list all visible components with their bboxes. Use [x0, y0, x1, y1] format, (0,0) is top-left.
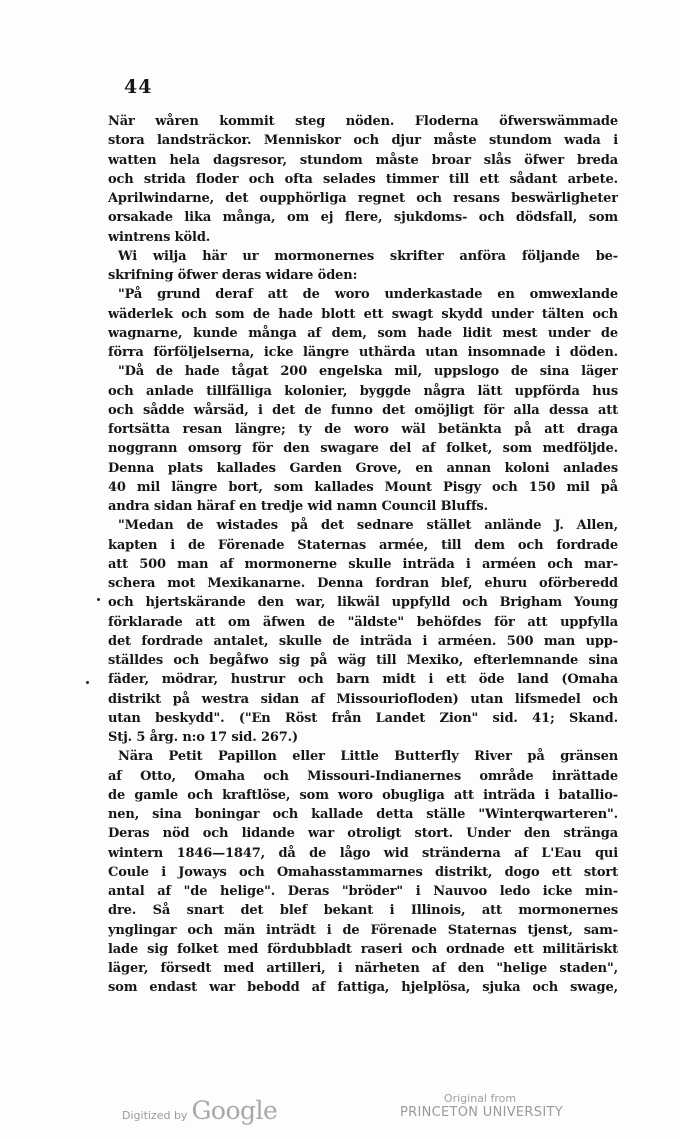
digitized-by-google [122, 1096, 277, 1125]
text-line: wintern 1846—1847, då de lågo wid stränderna af L'Eau qui [108, 845, 618, 861]
text-line: nen, sina boningar och kallade detta ställe "Winterqwarteren". [108, 807, 618, 822]
page-number: 44 [124, 76, 153, 98]
text-line: fortsätta resan längre; ty de woro wäl betänkta på att draga [108, 422, 618, 437]
text-line: orsakade lika många, om ej flere, sjukdoms- och dödsfall, som [108, 210, 618, 226]
text-line: skrifning öfwer deras widare öden: [108, 268, 358, 283]
text-line: läger, försedt med artilleri, i närheten af den "helige staden", [108, 961, 618, 976]
text-line: stora landsträckor. Menniskor och djur måste stundom wada i [108, 133, 618, 149]
text-line: och anlade tillfälliga kolonier, byggde några lätt uppförda hus [108, 383, 618, 399]
text-line: Deras nöd och lidande war otroligt stort. Under den stränga [108, 826, 618, 842]
text-line: de gamle och kraftlöse, som woro obugliga att inträda i batallio- [108, 787, 618, 803]
digitized-by-label: Digitized by [122, 1109, 188, 1122]
text-line: och strida floder och ofta selades timmer till ett sådant arbete. [108, 171, 618, 187]
original-from-block [400, 1092, 563, 1120]
text-line: "Medan de wistades på det sednare stället anlände J. Allen, [118, 518, 618, 534]
margin-speck [86, 681, 89, 684]
text-line: lade sig folket med fördubbladt raseri och ordnade ett militäriskt [108, 941, 618, 957]
text-line: fäder, mödrar, hustrur och barn midt i ett öde land (Omaha [108, 672, 618, 688]
text-line: Denna plats kallades Garden Grove, en annan koloni anlades [108, 460, 618, 476]
text-line: kapten i de Förenade Staternas armée, till dem och fordrade [108, 537, 618, 553]
margin-speck [97, 598, 100, 601]
text-line: utan beskydd". ("En Röst från Landet Zion" sid. 41; Skand. [108, 710, 618, 726]
text-line: "Då de hade tågat 200 engelska mil, uppslogo de sina läger [118, 364, 618, 380]
text-line: som endast war bebodd af fattiga, hjelplösa, sjuka och swage, [108, 980, 618, 996]
text-line: distrikt på westra sidan af Missouriofloden) utan lifsmedel och [108, 691, 618, 707]
text-line: "På grund deraf att de woro underkastade en omwexlande [118, 287, 618, 303]
text-line: att 500 man af mormonerne skulle inträda i arméen och mar- [108, 556, 618, 572]
text-line: och hjertskärande den war, likwäl uppfylld och Brigham Young [108, 595, 618, 611]
text-line: förklarade att om äfwen de "äldste" behöfdes för att uppfylla [108, 614, 618, 630]
body-text [108, 112, 618, 998]
text-line: Aprilwindarne, det oupphörliga regnet och resans beswärligheter [108, 191, 618, 206]
text-line: det fordrade antalet, skulle de inträda i arméen. 500 man upp- [108, 633, 618, 649]
text-line: förra förföljelserna, icke längre uthärda utan insomnade i döden. [108, 345, 618, 360]
text-line: wintrens köld. [108, 229, 211, 245]
google-logo: Google [191, 1096, 278, 1125]
text-line: Wi wilja här ur mormonernes skrifter anföra följande be- [118, 248, 618, 264]
text-line: och sådde wårsäd, i det de funno det omöjligt för alla dessa att [108, 402, 618, 418]
text-line: wäderlek och som de hade blott ett swagt skydd under tälten och [108, 306, 618, 322]
text-line: schera mot Mexikanarne. Denna fordran blef, ehuru oförberedd [108, 576, 618, 591]
text-line: af Otto, Omaha och Missouri-Indianernes område inrättade [108, 768, 618, 784]
text-line: Stj. 5 årg. n:o 17 sid. 267.) [108, 730, 299, 745]
text-line: ynglingar och män inträdt i de Förenade Staternas tjenst, sam- [108, 922, 618, 938]
text-line: 40 mil längre bort, som kallades Mount Pisgy och 150 mil på [108, 479, 618, 495]
institution-label: PRINCETON UNIVERSITY [400, 1105, 563, 1120]
text-line: Coule i Joways och Omahasstammarnes distrikt, dogo ett stort [108, 864, 618, 880]
text-line: noggrann omsorg för den swagare del af folket, som medföljde. [108, 441, 618, 457]
text-line: wagnarne, kunde många af dem, som hade lidit mest under de [108, 325, 618, 341]
text-line: watten hela dagsresor, stundom måste broar slås öfwer breda [108, 152, 618, 168]
text-line: antal af "de helige". Deras "bröder" i Nauvoo ledo icke min- [108, 884, 618, 899]
text-line: Nära Petit Papillon eller Little Butterfly River på gränsen [118, 749, 618, 765]
text-line: andra sidan häraf en tredje wid namn Council Bluffs. [108, 499, 488, 514]
text-line: dre. Så snart det blef bekant i Illinois, att mormonernes [108, 903, 618, 919]
original-from-label: Original from [443, 1092, 517, 1105]
text-line: När wåren kommit steg nöden. Floderna öfwerswämmade [108, 114, 618, 129]
text-line: ställdes och begåfwo sig på wäg till Mexiko, efterlemnande sina [108, 653, 618, 668]
